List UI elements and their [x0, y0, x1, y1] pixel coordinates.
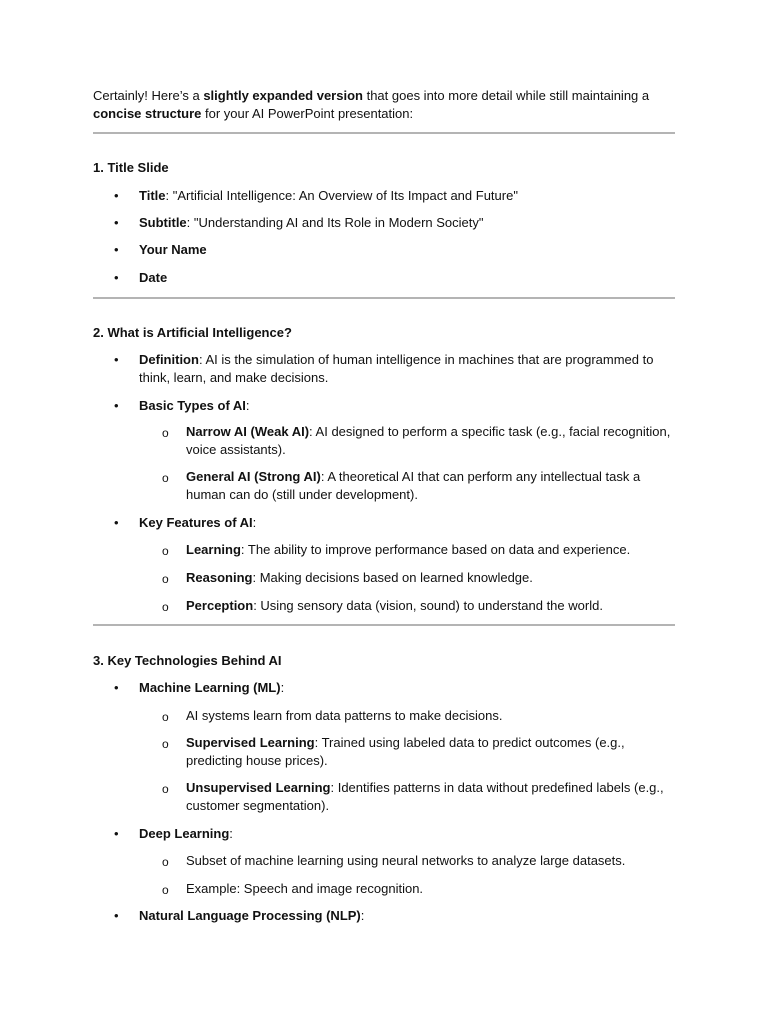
item-text: : — [229, 826, 233, 841]
intro-text-2: that goes into more detail while still maintaining a — [362, 88, 650, 103]
sub-list-item — [186, 541, 676, 559]
item-label: Natural Language Processing (NLP) — [139, 908, 361, 923]
item-label: Date — [139, 270, 168, 285]
item-label: Narrow AI (Weak AI) — [186, 424, 310, 439]
intro-text-3: for your AI PowerPoint presentation: — [201, 106, 414, 121]
item-label: Basic Types of AI — [139, 398, 246, 413]
item-label: Deep Learning — [139, 826, 230, 841]
sub-bullet-icon: o — [162, 855, 169, 869]
bullet-icon: • — [114, 352, 119, 367]
list-item — [139, 907, 675, 925]
sub-list-item: Subset of machine learning using neural networks to analyze large datasets. — [186, 853, 626, 868]
item-text: : "Artificial Intelligence: An Overview of Its Impact and Future" — [165, 188, 518, 203]
item-label: Subtitle — [139, 215, 187, 230]
sub-list-item — [186, 468, 676, 504]
intro-paragraph — [93, 87, 683, 123]
item-label: Learning — [186, 542, 241, 557]
intro-bold-2: concise structure — [93, 106, 202, 121]
sub-bullet-icon: o — [162, 600, 169, 614]
sub-list-item: Example: Speech and image recognition. — [186, 881, 424, 896]
bullet-icon: • — [114, 215, 119, 230]
item-text: : The ability to improve performance based on data and experience. — [240, 542, 631, 557]
item-label: Key Features of AI — [139, 515, 253, 530]
item-text: : — [360, 908, 365, 923]
sub-bullet-icon: o — [162, 737, 169, 751]
list-item — [139, 241, 675, 259]
intro-bold-1: slightly expanded version — [203, 88, 363, 103]
sub-bullet-icon: o — [162, 782, 169, 796]
intro-text-1: Certainly! Here’s a — [93, 88, 204, 103]
list-item — [139, 214, 675, 232]
item-label: Perception — [186, 598, 254, 613]
bullet-icon: • — [114, 270, 119, 285]
divider — [93, 624, 675, 626]
item-text: : AI is the simulation of human intelligence in machines that are programmed to think, learn, and make decisions. — [139, 352, 654, 385]
item-text: : Identifies patterns in data without predefined labels (e.g., customer segmentation). — [186, 780, 664, 813]
sub-list-item — [186, 569, 676, 587]
list-item — [139, 825, 675, 843]
sub-list-item: AI systems learn from data patterns to make decisions. — [186, 708, 503, 723]
item-text: : — [252, 515, 257, 530]
item-text: : — [280, 680, 285, 695]
item-text: : AI designed to perform a specific task (e.g., facial recognition, voice assistants). — [186, 424, 671, 457]
item-label: Definition — [139, 352, 199, 367]
item-label: Title — [139, 188, 166, 203]
bullet-icon: • — [114, 826, 119, 841]
list-item — [139, 679, 675, 697]
sub-list-item — [186, 734, 676, 770]
section-heading: 2. What is Artificial Intelligence? — [93, 325, 292, 340]
bullet-icon: • — [114, 515, 119, 530]
item-text: : "Understanding AI and Its Role in Modern Society" — [186, 215, 484, 230]
bullet-icon: • — [114, 680, 119, 695]
bullet-icon: • — [114, 188, 119, 203]
sub-bullet-icon: o — [162, 471, 169, 485]
sub-bullet-icon: o — [162, 710, 169, 724]
item-label: Your Name — [139, 242, 207, 257]
sub-bullet-icon: o — [162, 426, 169, 440]
list-item — [139, 187, 675, 205]
bullet-icon: • — [114, 242, 119, 257]
item-label: Supervised Learning — [186, 735, 315, 750]
item-text: : Trained using labeled data to predict outcomes (e.g., predicting house prices). — [186, 735, 625, 768]
item-label: Unsupervised Learning — [186, 780, 331, 795]
sub-bullet-icon: o — [162, 544, 169, 558]
sub-bullet-icon: o — [162, 572, 169, 586]
divider — [93, 297, 675, 299]
item-text: : Making decisions based on learned knowledge. — [252, 570, 533, 585]
item-label: Machine Learning (ML) — [139, 680, 281, 695]
sub-list-item — [186, 779, 676, 815]
list-item — [139, 397, 675, 415]
list-item — [139, 514, 675, 532]
item-label: Reasoning — [186, 570, 253, 585]
list-item — [139, 351, 675, 387]
list-item — [139, 269, 675, 287]
item-label: General AI (Strong AI) — [186, 469, 321, 484]
item-text: : — [245, 398, 250, 413]
bullet-icon: • — [114, 398, 119, 413]
sub-list-item — [186, 423, 676, 459]
bullet-icon: • — [114, 908, 119, 923]
divider — [93, 132, 675, 134]
sub-bullet-icon: o — [162, 883, 169, 897]
section-heading: 1. Title Slide — [93, 160, 169, 175]
item-text: : Using sensory data (vision, sound) to understand the world. — [253, 598, 603, 613]
sub-list-item — [186, 597, 676, 615]
item-text: : A theoretical AI that can perform any intellectual task a human can do (still under development). — [186, 469, 641, 502]
section-heading: 3. Key Technologies Behind AI — [93, 653, 282, 668]
